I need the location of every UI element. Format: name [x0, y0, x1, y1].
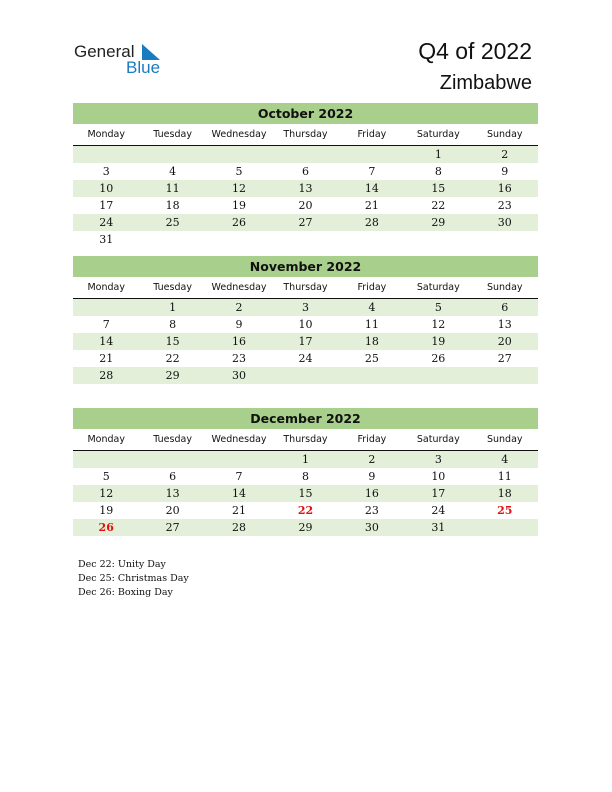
day-cell: 14 [99, 335, 114, 348]
day-cell: 15 [431, 182, 446, 195]
weekday-label: Wednesday [211, 434, 267, 445]
day-cell: 26 [98, 521, 114, 534]
day-cell: 15 [298, 487, 313, 500]
weekday-label: Thursday [283, 434, 328, 445]
day-cell: 16 [497, 182, 512, 195]
weekday-label: Saturday [416, 129, 460, 140]
day-cell: 14 [232, 487, 247, 500]
day-cell: 26 [431, 352, 446, 365]
day-cell: 11 [364, 318, 379, 331]
day-cell: 27 [165, 521, 180, 534]
day-cell: 30 [497, 216, 512, 229]
weekday-label: Thursday [283, 282, 328, 293]
week-row [73, 350, 538, 367]
day-cell: 18 [497, 487, 512, 500]
day-cell: 25 [497, 504, 513, 517]
day-cell: 19 [99, 504, 114, 517]
day-cell: 26 [232, 216, 247, 229]
day-cell: 22 [165, 352, 180, 365]
day-cell: 25 [165, 216, 180, 229]
day-cell: 19 [431, 335, 446, 348]
day-cell: 27 [298, 216, 313, 229]
day-cell: 3 [102, 165, 110, 178]
day-cell: 2 [368, 453, 376, 466]
weekday-label: Tuesday [153, 282, 192, 293]
day-cell: 28 [232, 521, 247, 534]
day-cell: 21 [232, 504, 247, 517]
weekday-label: Sunday [486, 434, 523, 445]
week-row [73, 231, 538, 248]
week-row [73, 502, 538, 519]
day-cell: 13 [165, 487, 180, 500]
day-cell [272, 367, 338, 384]
day-cell: 1 [169, 301, 177, 314]
day-cell: 2 [235, 301, 243, 314]
day-cell: 17 [99, 199, 114, 212]
day-cell: 1 [301, 453, 309, 466]
weekday-label: Wednesday [211, 282, 267, 293]
day-cell: 4 [169, 165, 177, 178]
weekday-label: Friday [357, 129, 387, 140]
day-cell: 12 [99, 487, 114, 500]
day-cell [472, 519, 538, 536]
weekday-label: Monday [87, 129, 125, 140]
weekday-label: Tuesday [153, 434, 192, 445]
month-title: November 2022 [73, 256, 538, 277]
day-cell: 16 [232, 335, 247, 348]
week-row [73, 299, 538, 316]
day-cell: 17 [431, 487, 446, 500]
day-cell: 24 [431, 504, 446, 517]
month-title: December 2022 [73, 408, 538, 429]
day-cell [272, 231, 338, 248]
week-row [73, 316, 538, 333]
day-cell: 8 [434, 165, 442, 178]
month-title: October 2022 [73, 103, 538, 124]
day-cell: 25 [364, 352, 379, 365]
month-december [73, 408, 538, 536]
week-row [73, 333, 538, 350]
page-title: Q4 of 2022 [418, 38, 532, 64]
day-cell: 5 [235, 165, 243, 178]
weekday-label: Wednesday [211, 129, 267, 140]
week-row [73, 485, 538, 502]
brand-logo [74, 42, 174, 82]
day-cell: 10 [298, 318, 313, 331]
day-cell [472, 231, 538, 248]
week-row [73, 180, 538, 197]
day-cell [73, 146, 139, 163]
holiday-notes [78, 558, 189, 600]
day-cell: 9 [368, 470, 376, 483]
day-cell: 7 [368, 165, 376, 178]
week-row [73, 214, 538, 231]
day-cell: 6 [169, 470, 177, 483]
day-cell [139, 146, 205, 163]
day-cell [206, 146, 272, 163]
day-cell: 11 [497, 470, 512, 483]
day-cell [405, 367, 471, 384]
day-cell: 13 [298, 182, 313, 195]
day-cell: 29 [298, 521, 313, 534]
weekday-label: Monday [87, 434, 125, 445]
weekday-header-row [73, 280, 538, 299]
day-cell: 5 [434, 301, 442, 314]
weekday-label: Thursday [283, 129, 328, 140]
day-cell [405, 231, 471, 248]
day-cell [206, 451, 272, 468]
month-october [73, 103, 538, 248]
week-row [73, 519, 538, 536]
day-cell [339, 146, 405, 163]
day-cell: 19 [232, 199, 247, 212]
weekday-label: Sunday [486, 282, 523, 293]
day-cell: 7 [235, 470, 243, 483]
day-cell: 29 [165, 369, 180, 382]
day-cell: 21 [364, 199, 379, 212]
holiday-note: Dec 22: Unity Day [78, 559, 166, 570]
weekday-label: Friday [357, 282, 387, 293]
weekday-header-row [73, 432, 538, 451]
day-cell: 14 [364, 182, 379, 195]
country-name: Zimbabwe [439, 72, 532, 94]
week-row [73, 367, 538, 384]
day-cell: 31 [99, 233, 114, 246]
day-cell: 18 [165, 199, 180, 212]
day-cell: 30 [364, 521, 379, 534]
brand-blue-text: Blue [126, 58, 161, 77]
day-cell: 12 [431, 318, 446, 331]
day-cell: 9 [501, 165, 509, 178]
weekday-header-row [73, 127, 538, 146]
day-cell: 20 [497, 335, 512, 348]
brand-general-text: General [74, 42, 135, 61]
day-cell [73, 451, 139, 468]
weekday-label: Friday [357, 434, 387, 445]
holiday-note: Dec 26: Boxing Day [78, 587, 173, 598]
day-cell: 22 [431, 199, 446, 212]
day-cell: 10 [99, 182, 114, 195]
day-cell: 13 [497, 318, 512, 331]
day-cell: 24 [298, 352, 313, 365]
day-cell [139, 451, 205, 468]
day-cell: 4 [368, 301, 376, 314]
week-row [73, 197, 538, 214]
day-cell: 3 [434, 453, 442, 466]
day-cell: 11 [165, 182, 180, 195]
day-cell: 18 [364, 335, 379, 348]
day-cell: 23 [232, 352, 247, 365]
weekday-label: Tuesday [153, 129, 192, 140]
weekday-label: Sunday [486, 129, 523, 140]
day-cell: 29 [431, 216, 446, 229]
day-cell: 12 [232, 182, 247, 195]
day-cell: 21 [99, 352, 114, 365]
day-cell: 8 [169, 318, 177, 331]
week-row [73, 451, 538, 468]
day-cell: 3 [301, 301, 309, 314]
day-cell: 2 [501, 148, 509, 161]
day-cell: 6 [501, 301, 509, 314]
day-cell: 23 [364, 504, 379, 517]
weekday-label: Saturday [416, 434, 460, 445]
day-cell: 1 [434, 148, 442, 161]
day-cell: 9 [235, 318, 243, 331]
day-cell: 30 [232, 369, 247, 382]
day-cell: 28 [364, 216, 379, 229]
day-cell: 28 [99, 369, 114, 382]
day-cell: 4 [501, 453, 509, 466]
day-cell: 22 [297, 504, 314, 517]
week-row [73, 163, 538, 180]
day-cell: 27 [497, 352, 512, 365]
week-row [73, 146, 538, 163]
month-november [73, 256, 538, 384]
day-cell [472, 367, 538, 384]
day-cell [139, 231, 205, 248]
day-cell: 6 [301, 165, 309, 178]
day-cell [73, 299, 139, 316]
day-cell: 17 [298, 335, 313, 348]
day-cell: 24 [99, 216, 114, 229]
day-cell [272, 146, 338, 163]
day-cell: 23 [497, 199, 512, 212]
day-cell: 10 [431, 470, 446, 483]
weekday-label: Saturday [416, 282, 460, 293]
holiday-note: Dec 25: Christmas Day [78, 573, 189, 584]
weekday-label: Monday [87, 282, 125, 293]
day-cell: 20 [298, 199, 313, 212]
week-row [73, 468, 538, 485]
day-cell: 31 [431, 521, 446, 534]
day-cell: 7 [102, 318, 110, 331]
day-cell [206, 231, 272, 248]
day-cell: 15 [165, 335, 180, 348]
day-cell: 16 [364, 487, 379, 500]
day-cell: 5 [102, 470, 110, 483]
day-cell: 20 [165, 504, 180, 517]
day-cell [339, 367, 405, 384]
day-cell [339, 231, 405, 248]
day-cell: 8 [301, 470, 309, 483]
